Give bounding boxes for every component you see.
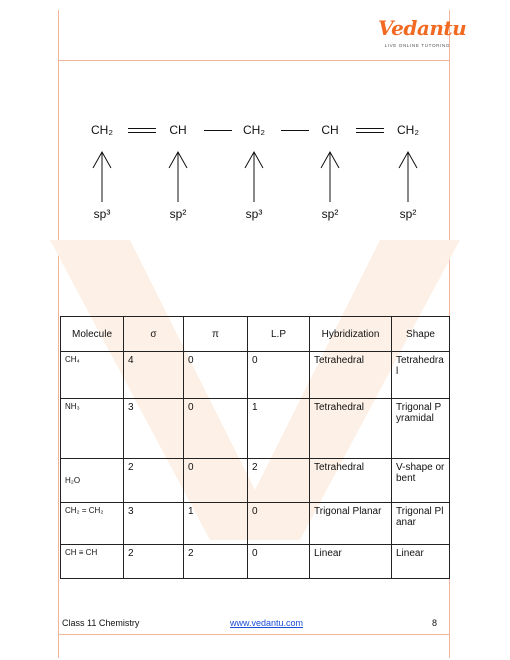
table-row [61, 399, 450, 459]
hybridization-label-3: sp³ [245, 207, 263, 221]
column-header-lone-pair: L.P [248, 317, 310, 352]
hybridization-label-2: sp² [169, 207, 187, 221]
cell-lone-pair: 0 [248, 503, 310, 545]
footer-website-link[interactable]: www.vedantu.com [230, 618, 304, 628]
column-header-pi: π [184, 317, 248, 352]
column-header-shape: Shape [392, 317, 450, 352]
hybridization-label-4: sp² [321, 207, 339, 221]
hybridization-label-5: sp² [399, 207, 417, 221]
table-row [61, 503, 450, 545]
footer-link-wrapper [230, 618, 303, 628]
double-bond-2 [356, 127, 384, 135]
cell-molecule: CH ≡ CH [61, 545, 124, 579]
header-divider [58, 60, 450, 61]
cell-molecule: CH₂ = CH₂ [61, 503, 124, 545]
cell-sigma: 4 [124, 352, 184, 399]
cell-pi: 0 [184, 399, 248, 459]
double-bond-1 [128, 127, 156, 135]
cell-hybridization: Linear [310, 545, 392, 579]
logo-tagline: LIVE ONLINE TUTORING [384, 43, 450, 48]
cell-pi: 0 [184, 459, 248, 503]
up-arrow-icon [92, 150, 112, 202]
cell-sigma: 2 [124, 545, 184, 579]
chain-group-2: CH [169, 123, 187, 137]
table-header-row [61, 317, 450, 352]
footer-divider [58, 634, 450, 635]
hybridization-label-1: sp³ [93, 207, 111, 221]
cell-lone-pair: 2 [248, 459, 310, 503]
page-number: 8 [432, 618, 438, 628]
cell-hybridization: Tetrahedral [310, 352, 392, 399]
cell-lone-pair: 0 [248, 352, 310, 399]
cell-molecule: H₂O [61, 459, 124, 503]
chain-group-1: CH₂ [91, 123, 113, 137]
table-row [61, 545, 450, 579]
logo-wordmark: Vedantu [378, 16, 467, 40]
cell-sigma: 3 [124, 503, 184, 545]
cell-shape: V-shape orbent [392, 459, 450, 503]
column-header-hybridization: Hybridization [310, 317, 392, 352]
chain-group-5: CH₂ [397, 123, 419, 137]
chain-group-3: CH₂ [243, 123, 265, 137]
up-arrow-icon [320, 150, 340, 202]
cell-hybridization: Trigonal Planar [310, 503, 392, 545]
up-arrow-icon [168, 150, 188, 202]
cell-pi: 1 [184, 503, 248, 545]
cell-shape: Linear [392, 545, 450, 579]
chain-group-4: CH [321, 123, 339, 137]
cell-sigma: 2 [124, 459, 184, 503]
cell-sigma: 3 [124, 399, 184, 459]
footer-subject: Class 11 Chemistry [62, 618, 140, 628]
single-bond-2 [281, 127, 309, 135]
hybridization-table [60, 316, 450, 579]
vedantu-logo [378, 16, 467, 52]
column-header-molecule: Molecule [61, 317, 124, 352]
cell-molecule: CH₄ [61, 352, 124, 399]
up-arrow-icon [398, 150, 418, 202]
cell-pi: 2 [184, 545, 248, 579]
cell-hybridization: Tetrahedral [310, 459, 392, 503]
cell-shape: Tetrahedral [392, 352, 450, 399]
table-row [61, 459, 450, 503]
cell-shape: Trigonal Planar [392, 503, 450, 545]
cell-lone-pair: 1 [248, 399, 310, 459]
table-row [61, 352, 450, 399]
cell-molecule: NH₃ [61, 399, 124, 459]
cell-shape: Trigonal Pyramidal [392, 399, 450, 459]
cell-lone-pair: 0 [248, 545, 310, 579]
single-bond-1 [204, 127, 232, 135]
column-header-sigma: σ [124, 317, 184, 352]
up-arrow-icon [244, 150, 264, 202]
cell-hybridization: Tetrahedral [310, 399, 392, 459]
cell-pi: 0 [184, 352, 248, 399]
